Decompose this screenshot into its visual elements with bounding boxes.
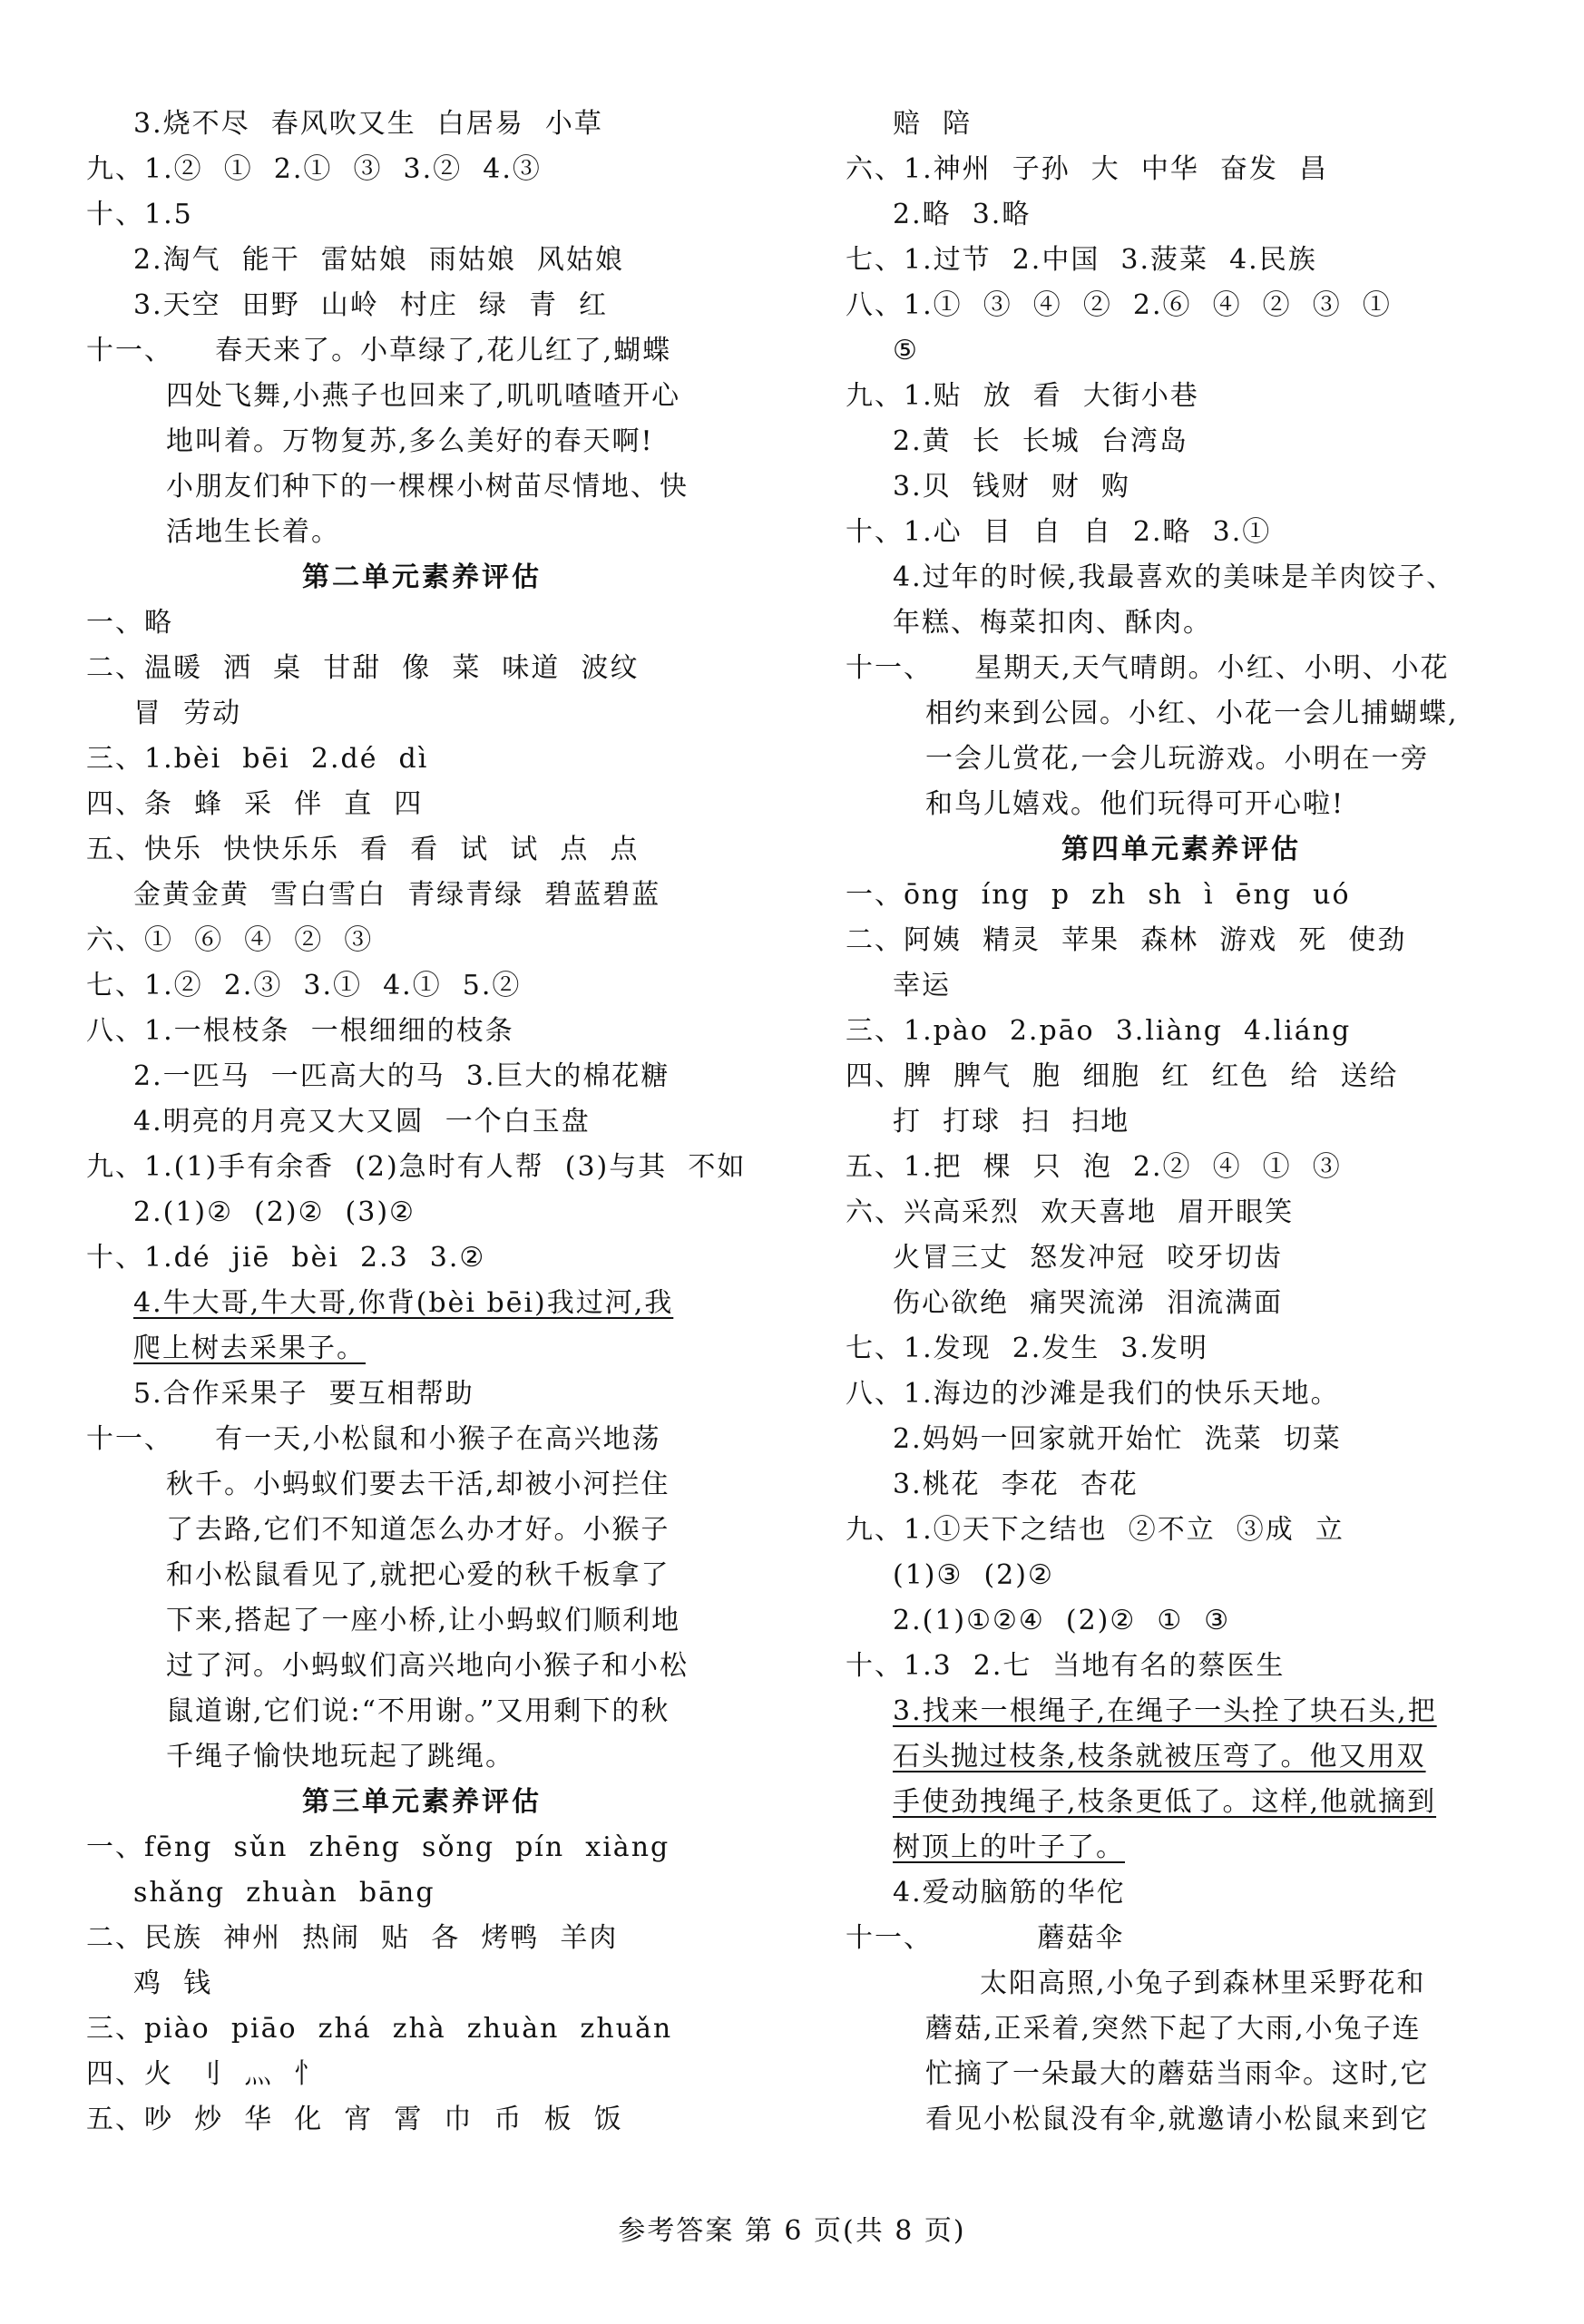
answer-text: 幸运 xyxy=(893,970,951,1001)
answer-text: 火冒三丈 怒发冲冠 咬牙切齿 xyxy=(893,1242,1284,1274)
left-column xyxy=(86,102,758,2143)
answer-line xyxy=(86,1961,758,2007)
answer-text: 4.牛大哥,牛大哥,你背(bèi bēi)我过河,我 xyxy=(133,1287,674,1319)
section-heading xyxy=(846,827,1517,873)
answer-text: 六、① ⑥ ④ ② ③ xyxy=(86,924,374,956)
answer-line xyxy=(86,1099,758,1145)
answer-line xyxy=(846,1054,1517,1099)
answer-line xyxy=(86,238,758,283)
answer-line xyxy=(846,646,1517,691)
answer-text: 手使劲拽绳子,枝条更低了。这样,他就摘到 xyxy=(893,1786,1437,1818)
answer-line xyxy=(86,2097,758,2143)
answer-text: 十一、 蘑菇伞 xyxy=(846,1922,1125,1954)
answer-line xyxy=(846,601,1517,646)
answer-text: 蘑菇,正采着,突然下起了大雨,小兔子连 xyxy=(925,2013,1422,2045)
answer-text: 四、火 刂 灬 忄 xyxy=(86,2058,324,2090)
answer-text: 十、1.5 xyxy=(86,199,193,230)
answer-text: 伤心欲绝 痛哭流涕 泪流满面 xyxy=(893,1287,1284,1319)
answer-text: ⑤ xyxy=(893,335,919,366)
section-heading xyxy=(86,555,758,601)
answer-line xyxy=(86,510,758,555)
answer-line xyxy=(846,192,1517,238)
answer-line xyxy=(86,1508,758,1553)
answer-text: 和鸟儿嬉戏。他们玩得可开心啦! xyxy=(925,788,1345,820)
answer-line xyxy=(846,1145,1517,1190)
answer-text: 九、1.② ① 2.① ③ 3.② 4.③ xyxy=(86,153,542,185)
answer-text: 和小松鼠看见了,就把心爱的秋千板拿了 xyxy=(166,1559,670,1591)
answer-text: 七、1.② 2.③ 3.① 4.① 5.② xyxy=(86,970,522,1001)
answer-text: 三、1.pào 2.pāo 3.liàng 4.liáng xyxy=(846,1015,1352,1047)
right-column xyxy=(846,102,1517,2143)
answer-text: (1)③ (2)② xyxy=(893,1559,1054,1591)
answer-line xyxy=(846,918,1517,963)
answer-line xyxy=(846,2052,1517,2097)
answer-text: 十一、 星期天,天气晴朗。小红、小明、小花 xyxy=(846,652,1450,684)
answer-text: 小朋友们种下的一棵棵小树苗尽情地、快 xyxy=(166,471,689,503)
answer-text: 千绳子愉快地玩起了跳绳。 xyxy=(166,1741,514,1772)
answer-text: 4.过年的时候,我最喜欢的美味是羊肉饺子、 xyxy=(893,561,1456,593)
answer-text: 金黄金黄 雪白雪白 青绿青绿 碧蓝碧蓝 xyxy=(133,879,661,911)
answer-text: 十、1.3 2.七 当地有名的蔡医生 xyxy=(846,1650,1286,1682)
answer-text: 忙摘了一朵最大的蘑菇当雨伞。这时,它 xyxy=(925,2058,1430,2090)
answer-line xyxy=(846,2007,1517,2052)
answer-text: 下来,搭起了一座小桥,让小蚂蚁们顺利地 xyxy=(166,1605,681,1636)
answer-text: 过了河。小蚂蚁们高兴地向小猴子和小松 xyxy=(166,1650,689,1682)
answer-line xyxy=(846,1372,1517,1417)
answer-text: 七、1.发现 2.发生 3.发明 xyxy=(846,1333,1209,1364)
answer-text: 九、1.①天下之结也 ②不立 ③成 立 xyxy=(846,1514,1344,1546)
answer-text: 八、1.① ③ ④ ② 2.⑥ ④ ② ③ ① xyxy=(846,289,1392,321)
answer-text: 爬上树去采果子。 xyxy=(133,1333,366,1364)
answer-text: 打 打球 扫 扫地 xyxy=(893,1106,1130,1138)
answer-line xyxy=(86,1916,758,1961)
answer-line xyxy=(846,963,1517,1009)
answer-line xyxy=(846,374,1517,419)
answer-text: 树顶上的叶子了。 xyxy=(893,1831,1125,1863)
answer-line xyxy=(86,873,758,918)
page-footer: 参考答案 第 6 页(共 8 页) xyxy=(618,2215,966,2247)
answer-line xyxy=(86,1734,758,1780)
answer-text: 3.找来一根绳子,在绳子一头拴了块石头,把 xyxy=(893,1695,1437,1727)
answer-line xyxy=(846,419,1517,464)
answer-line xyxy=(846,1825,1517,1870)
answer-line xyxy=(846,102,1517,147)
answer-text: 第二单元素养评估 xyxy=(302,561,542,593)
answer-text: 十、1.dé jiē bèi 2.3 3.② xyxy=(86,1242,486,1274)
answer-text: 十、1.心 目 自 自 2.略 3.① xyxy=(846,516,1272,548)
answer-line xyxy=(86,827,758,873)
answer-line xyxy=(846,1644,1517,1689)
answer-line xyxy=(846,1462,1517,1508)
answer-line xyxy=(86,1009,758,1054)
answer-line xyxy=(86,963,758,1009)
answer-line xyxy=(86,1417,758,1462)
answer-text: 2.(1)①②④ (2)② ① ③ xyxy=(893,1605,1231,1636)
answer-text: 秋千。小蚂蚁们要去干活,却被小河拦住 xyxy=(166,1469,670,1500)
answer-text: 九、1.贴 放 看 大街小巷 xyxy=(846,380,1199,412)
answer-line xyxy=(846,1780,1517,1825)
answer-text: 3.贝 钱财 财 购 xyxy=(893,471,1130,503)
answer-text: 了去路,它们不知道怎么办才好。小猴子 xyxy=(166,1514,670,1546)
answer-text: 年糕、梅菜扣肉、酥肉。 xyxy=(893,607,1212,639)
answer-text: 鸡 钱 xyxy=(133,1968,213,1999)
answer-line xyxy=(86,1825,758,1870)
answer-line xyxy=(86,1462,758,1508)
answer-text: 二、阿姨 精灵 苹果 森林 游戏 死 使劲 xyxy=(846,924,1407,956)
answer-line xyxy=(86,192,758,238)
answer-line xyxy=(846,1961,1517,2007)
answer-text: shǎng zhuàn bāng xyxy=(133,1877,435,1909)
answer-text: 四处飞舞,小燕子也回来了,叽叽喳喳开心 xyxy=(166,380,681,412)
answer-text: 三、1.bèi bēi 2.dé dì xyxy=(86,743,429,775)
answer-line xyxy=(86,1054,758,1099)
answer-line xyxy=(86,464,758,510)
answer-line xyxy=(86,102,758,147)
answer-text: 2.一匹马 一匹高大的马 3.巨大的棉花糖 xyxy=(133,1060,670,1092)
section-heading xyxy=(86,1780,758,1825)
answer-line xyxy=(86,2052,758,2097)
answer-text: 地叫着。万物复苏,多么美好的春天啊! xyxy=(166,425,654,457)
answer-text: 4.爱动脑筋的华佗 xyxy=(893,1877,1126,1909)
answer-line xyxy=(86,691,758,737)
answer-line xyxy=(86,1190,758,1235)
answer-text: 一、fēng sǔn zhēng sǒng pín xiàng xyxy=(86,1831,670,1863)
answer-line xyxy=(846,782,1517,827)
answer-text: 一、略 xyxy=(86,607,173,639)
answer-line xyxy=(86,1553,758,1598)
answer-text: 五、1.把 棵 只 泡 2.② ④ ① ③ xyxy=(846,1151,1342,1183)
answer-line xyxy=(86,1145,758,1190)
answer-line xyxy=(86,419,758,464)
answer-text: 十一、 有一天,小松鼠和小猴子在高兴地荡 xyxy=(86,1423,661,1455)
answer-line xyxy=(846,2097,1517,2143)
answer-text: 2.淘气 能干 雷姑娘 雨姑娘 风姑娘 xyxy=(133,244,624,276)
answer-text: 一会儿赏花,一会儿玩游戏。小明在一旁 xyxy=(925,743,1430,775)
answer-line xyxy=(86,1281,758,1326)
answer-text: 鼠道谢,它们说:“不用谢。”又用剩下的秋 xyxy=(166,1695,670,1727)
answer-line xyxy=(86,328,758,374)
answer-text: 五、吵 炒 华 化 宵 霄 巾 币 板 饭 xyxy=(86,2104,623,2135)
answer-line xyxy=(86,1372,758,1417)
answer-text: 八、1.海边的沙滩是我们的快乐天地。 xyxy=(846,1378,1340,1410)
answer-line xyxy=(846,737,1517,782)
answer-text: 3.天空 田野 山岭 村庄 绿 青 红 xyxy=(133,289,609,321)
answer-line xyxy=(86,737,758,782)
answer-line xyxy=(846,1235,1517,1281)
answer-text: 相约来到公园。小红、小花一会儿捕蝴蝶, xyxy=(925,698,1459,729)
answer-text: 2.(1)② (2)② (3)② xyxy=(133,1196,416,1228)
answer-text: 六、1.神州 子孙 大 中华 奋发 昌 xyxy=(846,153,1328,185)
answer-text: 太阳高照,小兔子到森林里采野花和 xyxy=(980,1968,1426,1999)
answer-text: 3.烧不尽 春风吹又生 白居易 小草 xyxy=(133,108,603,140)
answer-text: 六、兴高采烈 欢天喜地 眉开眼笑 xyxy=(846,1196,1295,1228)
answer-line xyxy=(846,1326,1517,1372)
answer-text: 2.略 3.略 xyxy=(893,199,1032,230)
answer-line xyxy=(86,147,758,192)
answer-line xyxy=(86,1326,758,1372)
answer-line xyxy=(846,873,1517,918)
answer-line xyxy=(846,1508,1517,1553)
answer-text: 二、民族 神州 热闹 贴 各 烤鸭 羊肉 xyxy=(86,1922,619,1954)
answer-text: 十一、 春天来了。小草绿了,花儿红了,蝴蝶 xyxy=(86,335,672,366)
answer-text: 九、1.(1)手有余香 (2)急时有人帮 (3)与其 不如 xyxy=(86,1151,747,1183)
answer-text: 四、条 蜂 采 伴 直 四 xyxy=(86,788,424,820)
answer-text: 活地生长着。 xyxy=(166,516,340,548)
answer-line xyxy=(846,238,1517,283)
answer-line xyxy=(846,1099,1517,1145)
answer-text: 五、快乐 快快乐乐 看 看 试 试 点 点 xyxy=(86,834,640,865)
answer-line xyxy=(846,328,1517,374)
answer-line xyxy=(846,1689,1517,1734)
answer-line xyxy=(86,782,758,827)
answer-line xyxy=(86,646,758,691)
answer-line xyxy=(846,1734,1517,1780)
answer-line xyxy=(86,374,758,419)
answer-line xyxy=(86,1870,758,1916)
answer-line xyxy=(86,601,758,646)
answer-line xyxy=(846,283,1517,328)
answer-line xyxy=(846,1417,1517,1462)
answer-line xyxy=(86,1644,758,1689)
answer-text: 第四单元素养评估 xyxy=(1061,834,1301,865)
answer-text: 4.明亮的月亮又大又圆 一个白玉盘 xyxy=(133,1106,591,1138)
answer-text: 七、1.过节 2.中国 3.菠菜 4.民族 xyxy=(846,244,1317,276)
answer-line xyxy=(86,283,758,328)
answer-text: 看见小松鼠没有伞,就邀请小松鼠来到它 xyxy=(925,2104,1430,2135)
answer-line xyxy=(86,918,758,963)
answer-line xyxy=(846,1281,1517,1326)
answer-line xyxy=(846,1598,1517,1644)
answer-line xyxy=(846,1009,1517,1054)
answer-text: 3.桃花 李花 杏花 xyxy=(893,1469,1139,1500)
answer-text: 2.妈妈一回家就开始忙 洗菜 切菜 xyxy=(893,1423,1342,1455)
answer-line xyxy=(86,2007,758,2052)
answer-line xyxy=(86,1235,758,1281)
answer-text: 三、piào piāo zhá zhà zhuàn zhuǎn xyxy=(86,2013,673,2045)
answer-line xyxy=(846,1870,1517,1916)
answer-text: 二、温暖 洒 桌 甘甜 像 菜 味道 波纹 xyxy=(86,652,640,684)
answer-line xyxy=(846,510,1517,555)
answer-text: 石头抛过枝条,枝条就被压弯了。他又用双 xyxy=(893,1741,1426,1772)
answer-text: 一、ōng íng p zh sh ì ēng uó xyxy=(846,879,1351,911)
answer-line xyxy=(846,1916,1517,1961)
answer-line xyxy=(846,1553,1517,1598)
answer-text: 四、脾 脾气 胞 细胞 红 红色 给 送给 xyxy=(846,1060,1399,1092)
answer-text: 2.黄 长 长城 台湾岛 xyxy=(893,425,1188,457)
answer-line xyxy=(846,691,1517,737)
answer-text: 第三单元素养评估 xyxy=(302,1786,542,1818)
answer-line xyxy=(846,555,1517,601)
answer-text: 冒 劳动 xyxy=(133,698,242,729)
answer-line xyxy=(846,147,1517,192)
answer-line xyxy=(846,464,1517,510)
answer-text: 赔 陪 xyxy=(893,108,973,140)
answer-line xyxy=(86,1689,758,1734)
answer-text: 5.合作采果子 要互相帮助 xyxy=(133,1378,474,1410)
answer-text: 八、1.一根枝条 一根细细的枝条 xyxy=(86,1015,514,1047)
answer-line xyxy=(846,1190,1517,1235)
answer-line xyxy=(86,1598,758,1644)
